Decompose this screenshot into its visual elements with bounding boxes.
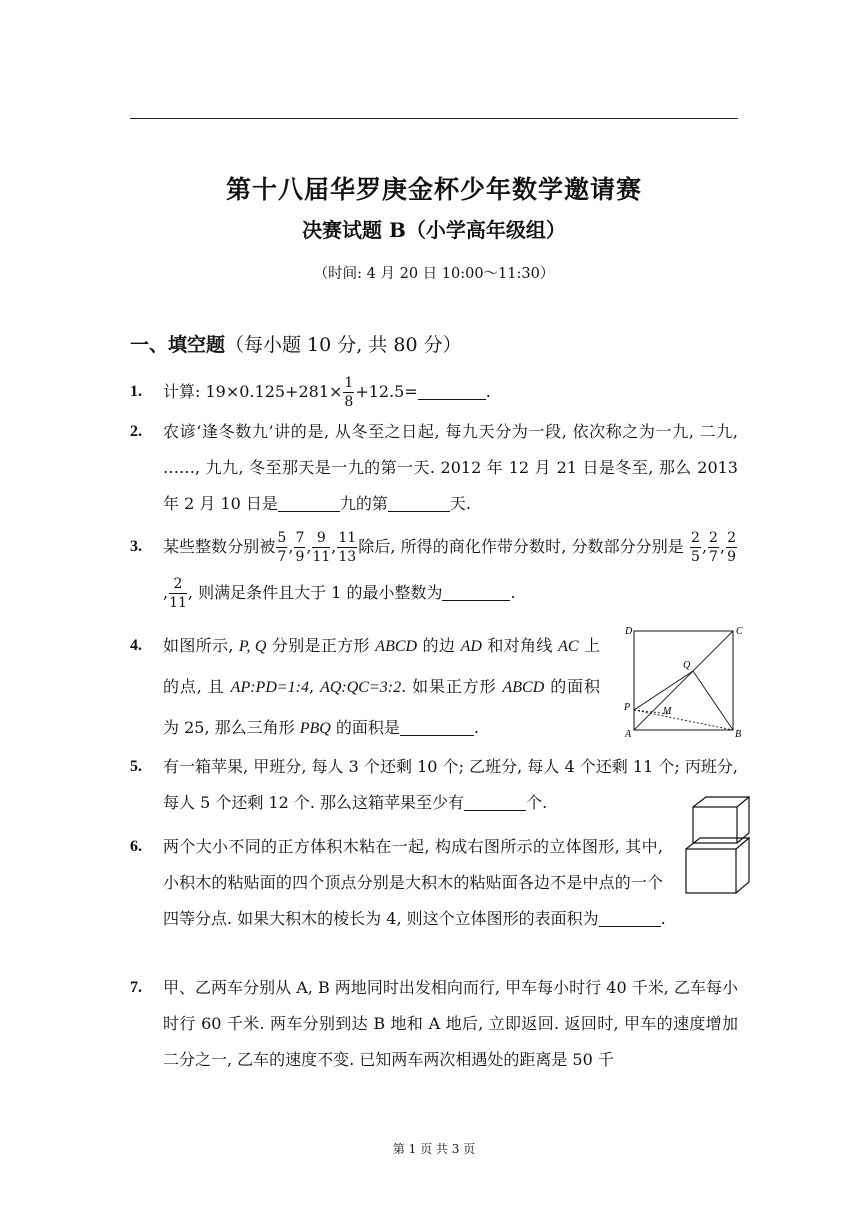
fraction: [276, 531, 287, 564]
answer-blank: [442, 584, 510, 601]
diagonal-ac: [634, 631, 733, 730]
fraction: [337, 531, 357, 564]
answer-blank: [418, 383, 486, 400]
question-2: [130, 414, 738, 522]
question-4: [130, 626, 600, 749]
top-rule: [130, 118, 738, 119]
denominator: 11: [312, 549, 331, 565]
question-text: . 如果正方形: [401, 677, 503, 696]
exam-time: （时间: 4 月 20 日 10:00～11:30）: [313, 266, 555, 282]
comma: ,: [163, 583, 169, 602]
question-text: 上的点, 且: [163, 636, 600, 696]
fraction: [726, 531, 737, 564]
question-text: 甲、乙两车分别从 A, B 两地同时出发相向而行, 甲车每小时行 40 千米, 乙车每小时行 60 千米. 两车分别到达 B 地和 A 地后, 立即返回. 返回时, 甲车的速度增加二分之一, 乙车的速度不变. 已知两车两次相遇处的距离是 50 千: [163, 978, 738, 1069]
question-text: 九的第: [339, 494, 388, 513]
question-text: 的面积为 25, 那么三角形: [163, 677, 601, 737]
question-text: 如图所示,: [163, 636, 239, 655]
cubes-figure: [680, 793, 750, 898]
question-text: .: [473, 718, 480, 737]
math-text: AC: [558, 638, 579, 655]
section-note: （每小题 10 分, 共 80 分）: [225, 334, 462, 356]
fraction: [708, 531, 719, 564]
question-text: 农谚‘逢冬数九’讲的是, 从冬至之日起, 每九天分为一段, 依次称之为一九, 二九, ……, 九九, 冬至那天是一九的第一天. 2012 年 12 月 21 日是冬至, 那么 2013 年 2 月 10 日是: [163, 422, 738, 513]
segment-qb: [693, 671, 733, 730]
answer-blank: [599, 910, 661, 927]
math-text: P, Q: [238, 638, 267, 655]
question-number: 5.: [130, 758, 142, 775]
math-text: AP:PD=1:4: [230, 679, 309, 696]
question-text: 两个大小不同的正方体积木粘在一起, 构成右图所示的立体图形, 其中, 小积木的粘贴面的四个顶点分别是大积木的粘贴面各边不是中点的一个四等分点. 如果大积木的棱长为 4, 则这个立体图形的表面积为: [163, 837, 663, 928]
numerator: 9: [312, 531, 330, 548]
denominator: 7: [709, 549, 718, 565]
page-title: 第十八届华罗庚金杯少年数学邀请赛: [225, 175, 642, 204]
denominator: 9: [295, 549, 305, 565]
question-text: 个.: [526, 793, 548, 812]
math-text: AQ:QC=3:2: [320, 679, 402, 696]
fraction: [294, 531, 305, 564]
math-text: PBQ: [299, 720, 331, 737]
section-title: 一、填空题: [130, 334, 226, 356]
question-text: +12.5=: [355, 382, 418, 401]
question-1: [130, 374, 738, 410]
fraction: [690, 531, 701, 564]
section-heading: [130, 330, 462, 357]
question-text: , 则满足条件且大于 1 的最小整数为: [187, 583, 443, 602]
label-q: Q: [683, 660, 691, 671]
question-number: 2.: [130, 423, 142, 440]
numerator: 2: [169, 577, 187, 594]
answer-blank: [278, 495, 340, 512]
question-text: 的面积是: [330, 718, 400, 737]
question-text: ,: [309, 677, 321, 696]
comma: ,: [288, 537, 294, 556]
question-6: [130, 829, 738, 937]
page-subtitle: 决赛试题 B（小学高年级组）: [302, 218, 566, 242]
label-c: C: [736, 626, 743, 637]
math-text: ABCD: [502, 679, 545, 696]
numerator: 11: [338, 530, 357, 546]
numerator: 2: [727, 530, 736, 546]
math-text: AD: [460, 638, 482, 655]
denominator: 13: [338, 549, 357, 565]
denominator: 9: [727, 549, 736, 565]
question-7: [130, 970, 738, 1078]
denominator: 11: [169, 595, 187, 611]
answer-blank: [464, 794, 526, 811]
numerator: 1: [344, 375, 354, 391]
question-number: 7.: [130, 979, 142, 996]
denominator: 5: [691, 549, 700, 565]
question-text: .: [660, 909, 666, 928]
question-number: 3.: [130, 538, 142, 555]
denominator: 7: [277, 549, 287, 565]
comma: ,: [701, 537, 708, 556]
comma: ,: [306, 537, 312, 556]
answer-blank: [400, 719, 474, 736]
small-cube: [693, 797, 749, 843]
denominator: 8: [344, 394, 354, 410]
numerator: 2: [691, 530, 700, 546]
question-number: 4.: [130, 637, 142, 654]
question-text: 有一箱苹果, 甲班分, 每人 3 个还剩 10 个; 乙班分, 每人 4 个还剩 11 个; 丙班分, 每人 5 个还剩 12 个. 那么这箱苹果至少有: [163, 757, 738, 812]
question-text: 计算: 19×0.125+281×: [163, 382, 343, 401]
question-text: 和对角线: [481, 636, 559, 655]
numerator: 2: [709, 530, 718, 546]
question-text: .: [510, 583, 516, 602]
question-text: 分别是正方形: [266, 636, 376, 655]
math-text: ABCD: [375, 638, 418, 655]
question-number: 1.: [130, 383, 142, 400]
numerator: 7: [295, 530, 305, 546]
segment-pq: [634, 671, 693, 710]
divisor-fractions: [275, 530, 358, 565]
fraction: [312, 531, 330, 564]
question-text: 的边: [417, 636, 461, 655]
fraction: [343, 376, 354, 409]
label-m: M: [663, 706, 672, 717]
label-p: P: [624, 702, 631, 713]
comma: ,: [719, 537, 726, 556]
comma: ,: [331, 537, 337, 556]
question-number: 6.: [130, 838, 142, 855]
question-text: 某些整数分别被: [163, 537, 276, 556]
large-cube: [686, 838, 749, 893]
question-text: .: [485, 382, 491, 401]
segment-pb: [634, 710, 733, 730]
label-d: D: [625, 626, 633, 637]
label-b: B: [735, 729, 742, 740]
question-5: [130, 749, 738, 821]
label-a: A: [625, 729, 632, 740]
fraction: [169, 577, 187, 610]
answer-blank: [388, 495, 450, 512]
question-text: 天.: [449, 494, 471, 513]
question-text: 除后, 所得的商化作带分数时, 分数部分分别是: [358, 537, 684, 556]
question-3: [130, 524, 738, 616]
numerator: 5: [277, 530, 287, 546]
square-abcd-figure: [620, 622, 745, 742]
page-footer: 第 1 页 共 3 页: [392, 1142, 476, 1156]
